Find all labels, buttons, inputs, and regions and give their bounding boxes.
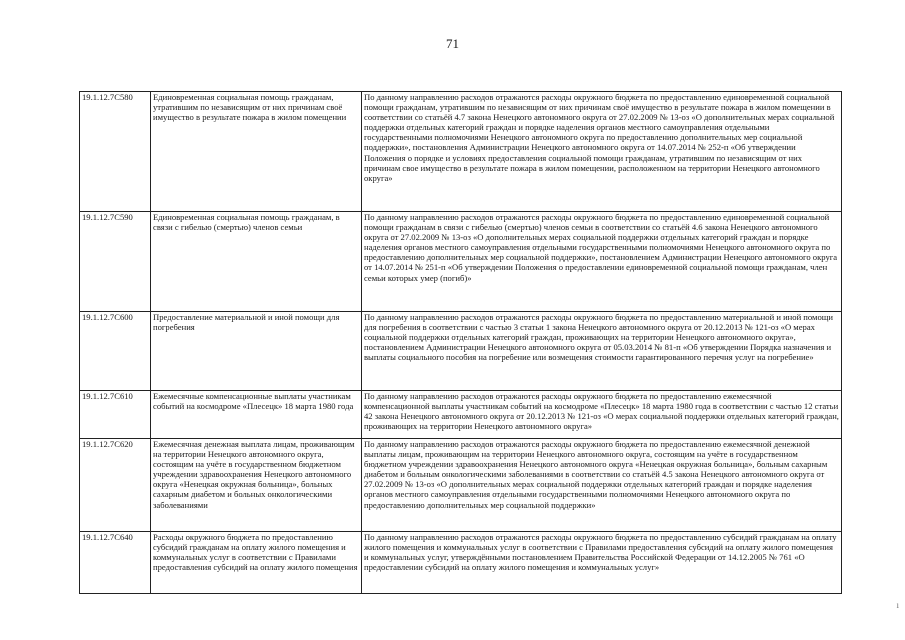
row-description: По данному направлению расходов отражаются расходы окружного бюджета по предоставлению единовременной социальной помощи гражданам, утратившим по независящим от них причинам своё имущество в результате пожара в жилом помещении в соответствии со статьёй 4.7 закона Ненецкого автономного округа от 27.02.2009 № 13-оз «О дополнительных мерах социальной поддержки отдельных категорий граждан и порядке наделения органов местного самоуправления отдельными государственными полномочиями Ненецкого автономного округа по предоставлению дополнительных мер социальной поддержки», постановления Администрации Ненецкого автономного округа от 14.07.2014 № 252-п «Об утверждении Положения о порядке и условиях предоставления социальной помощи гражданам, утратившим по независящим от них причинам свое имущество в результате пожара в жилом помещении, расположенном на территории Ненецкого автономного округа» — [362, 92, 842, 212]
row-description: По данному направлению расходов отражаются расходы окружного бюджета по предоставлению субсидий гражданам на оплату жилого помещения и коммунальных услуг в соответствии с Правилами предоставления субсидий на оплату жилого помещения и коммунальных услуг, утверждёнными постановлением Правительства Российской Федерации от 14.12.2005 № 761 «О предоставлении субсидий на оплату жилого помещения и коммунальных услуг» — [362, 532, 842, 594]
row-name: Единовременная социальная помощь гражданам, утратившим по независящим от них причинам своё имущество в результате пожара в жилом помещении — [151, 92, 362, 212]
budget-classification-table — [79, 91, 842, 594]
row-description: По данному направлению расходов отражаются расходы окружного бюджета по предоставлению единовременной социальной помощи гражданам в связи с гибелью (смертью) членов семьи в соответствии со статьёй 4.6 закона Ненецкого автономного округа от 27.02.2009 № 13-оз «О дополнительных мерах социальной поддержки отдельных категорий граждан и порядке наделения органов местного самоуправления отдельными государственными полномочиями Ненецкого автономного округа по предоставлению дополнительных мер социальной поддержки», постановлением Администрации Ненецкого автономного округа от 14.07.2014 № 251-п «Об утверждении Положения о предоставлении единовременной социальной помощи гражданам, член семьи которых умер (погиб)» — [362, 212, 842, 312]
row-description: По данному направлению расходов отражаются расходы окружного бюджета по предоставлению ежемесячной компенсационной выплаты участникам событий на космодроме «Плесецк» 18 марта 1980 года в соответствии с частью 12 статьи 42 закона Ненецкого автономного округа от 20.12.2013 № 121-оз «О мерах социальной поддержки отдельных категорий граждан, проживающих на территории Ненецкого автономного округа» — [362, 391, 842, 439]
row-code: 19.1.12.7С580 — [80, 92, 151, 212]
row-name: Предоставление материальной и иной помощи для погребения — [151, 312, 362, 391]
row-code: 19.1.12.7С610 — [80, 391, 151, 439]
table-row — [80, 532, 842, 594]
row-name: Ежемесячные компенсационные выплаты участникам событий на космодроме «Плесецк» 18 марта 1980 года — [151, 391, 362, 439]
row-code: 19.1.12.7С600 — [80, 312, 151, 391]
row-description: По данному направлению расходов отражаются расходы окружного бюджета по предоставлению ежемесячной денежной выплаты лицам, проживающим на территории Ненецкого автономного округа, состоящим на учёте в государственном бюджетном учреждении здравоохранения Ненецкого автономного округа «Ненецкая окружная больница», больным сахарным диабетом и больным онкологическими заболеваниями в соответствии со статьёй 4.5 закона Ненецкого автономного округа от 27.02.2009 № 13-оз «О дополнительных мерах социальной поддержки отдельных категорий граждан и порядке наделения органов местного самоуправления отдельными государственными полномочиями Ненецкого автономного округа по предоставлению дополнительных мер социальной поддержки» — [362, 439, 842, 532]
table-row — [80, 312, 842, 391]
row-name: Расходы окружного бюджета по предоставлению субсидий гражданам на оплату жилого помещения и коммунальных услуг в соответствии с Правилами предоставления субсидий на оплату жилого помещения — [151, 532, 362, 594]
row-code: 19.1.12.7С590 — [80, 212, 151, 312]
margin-mark: ı — [896, 600, 899, 610]
table-row — [80, 92, 842, 212]
page-number: 71 — [446, 36, 459, 51]
row-description: По данному направлению расходов отражаются расходы окружного бюджета по предоставлению материальной и иной помощи для погребения в соответствии с частью 3 статьи 1 закона Ненецкого автономного округа от 20.12.2013 № 121-оз «О мерах социальной поддержки отдельных категорий граждан, проживающих на территории Ненецкого автономного округа», постановлением Администрации Ненецкого автономного округа от 05.03.2014 № 81-п «Об утверждении Порядка назначения и выплаты социального пособия на погребение или возмещения стоимости гарантированного перечня услуг на погребение» — [362, 312, 842, 391]
row-code: 19.1.12.7С640 — [80, 532, 151, 594]
row-name: Единовременная социальная помощь гражданам, в связи с гибелью (смертью) членов семьи — [151, 212, 362, 312]
table-row — [80, 391, 842, 439]
row-code: 19.1.12.7С620 — [80, 439, 151, 532]
table-row — [80, 212, 842, 312]
row-name: Ежемесячная денежная выплата лицам, проживающим на территории Ненецкого автономного округа, состоящим на учёте в государственном бюджетном учреждении здравоохранения Ненецкого автономного округа «Ненецкая окружная больница», больных сахарным диабетом и больных онкологическими заболеваниями — [151, 439, 362, 532]
table-row — [80, 439, 842, 532]
